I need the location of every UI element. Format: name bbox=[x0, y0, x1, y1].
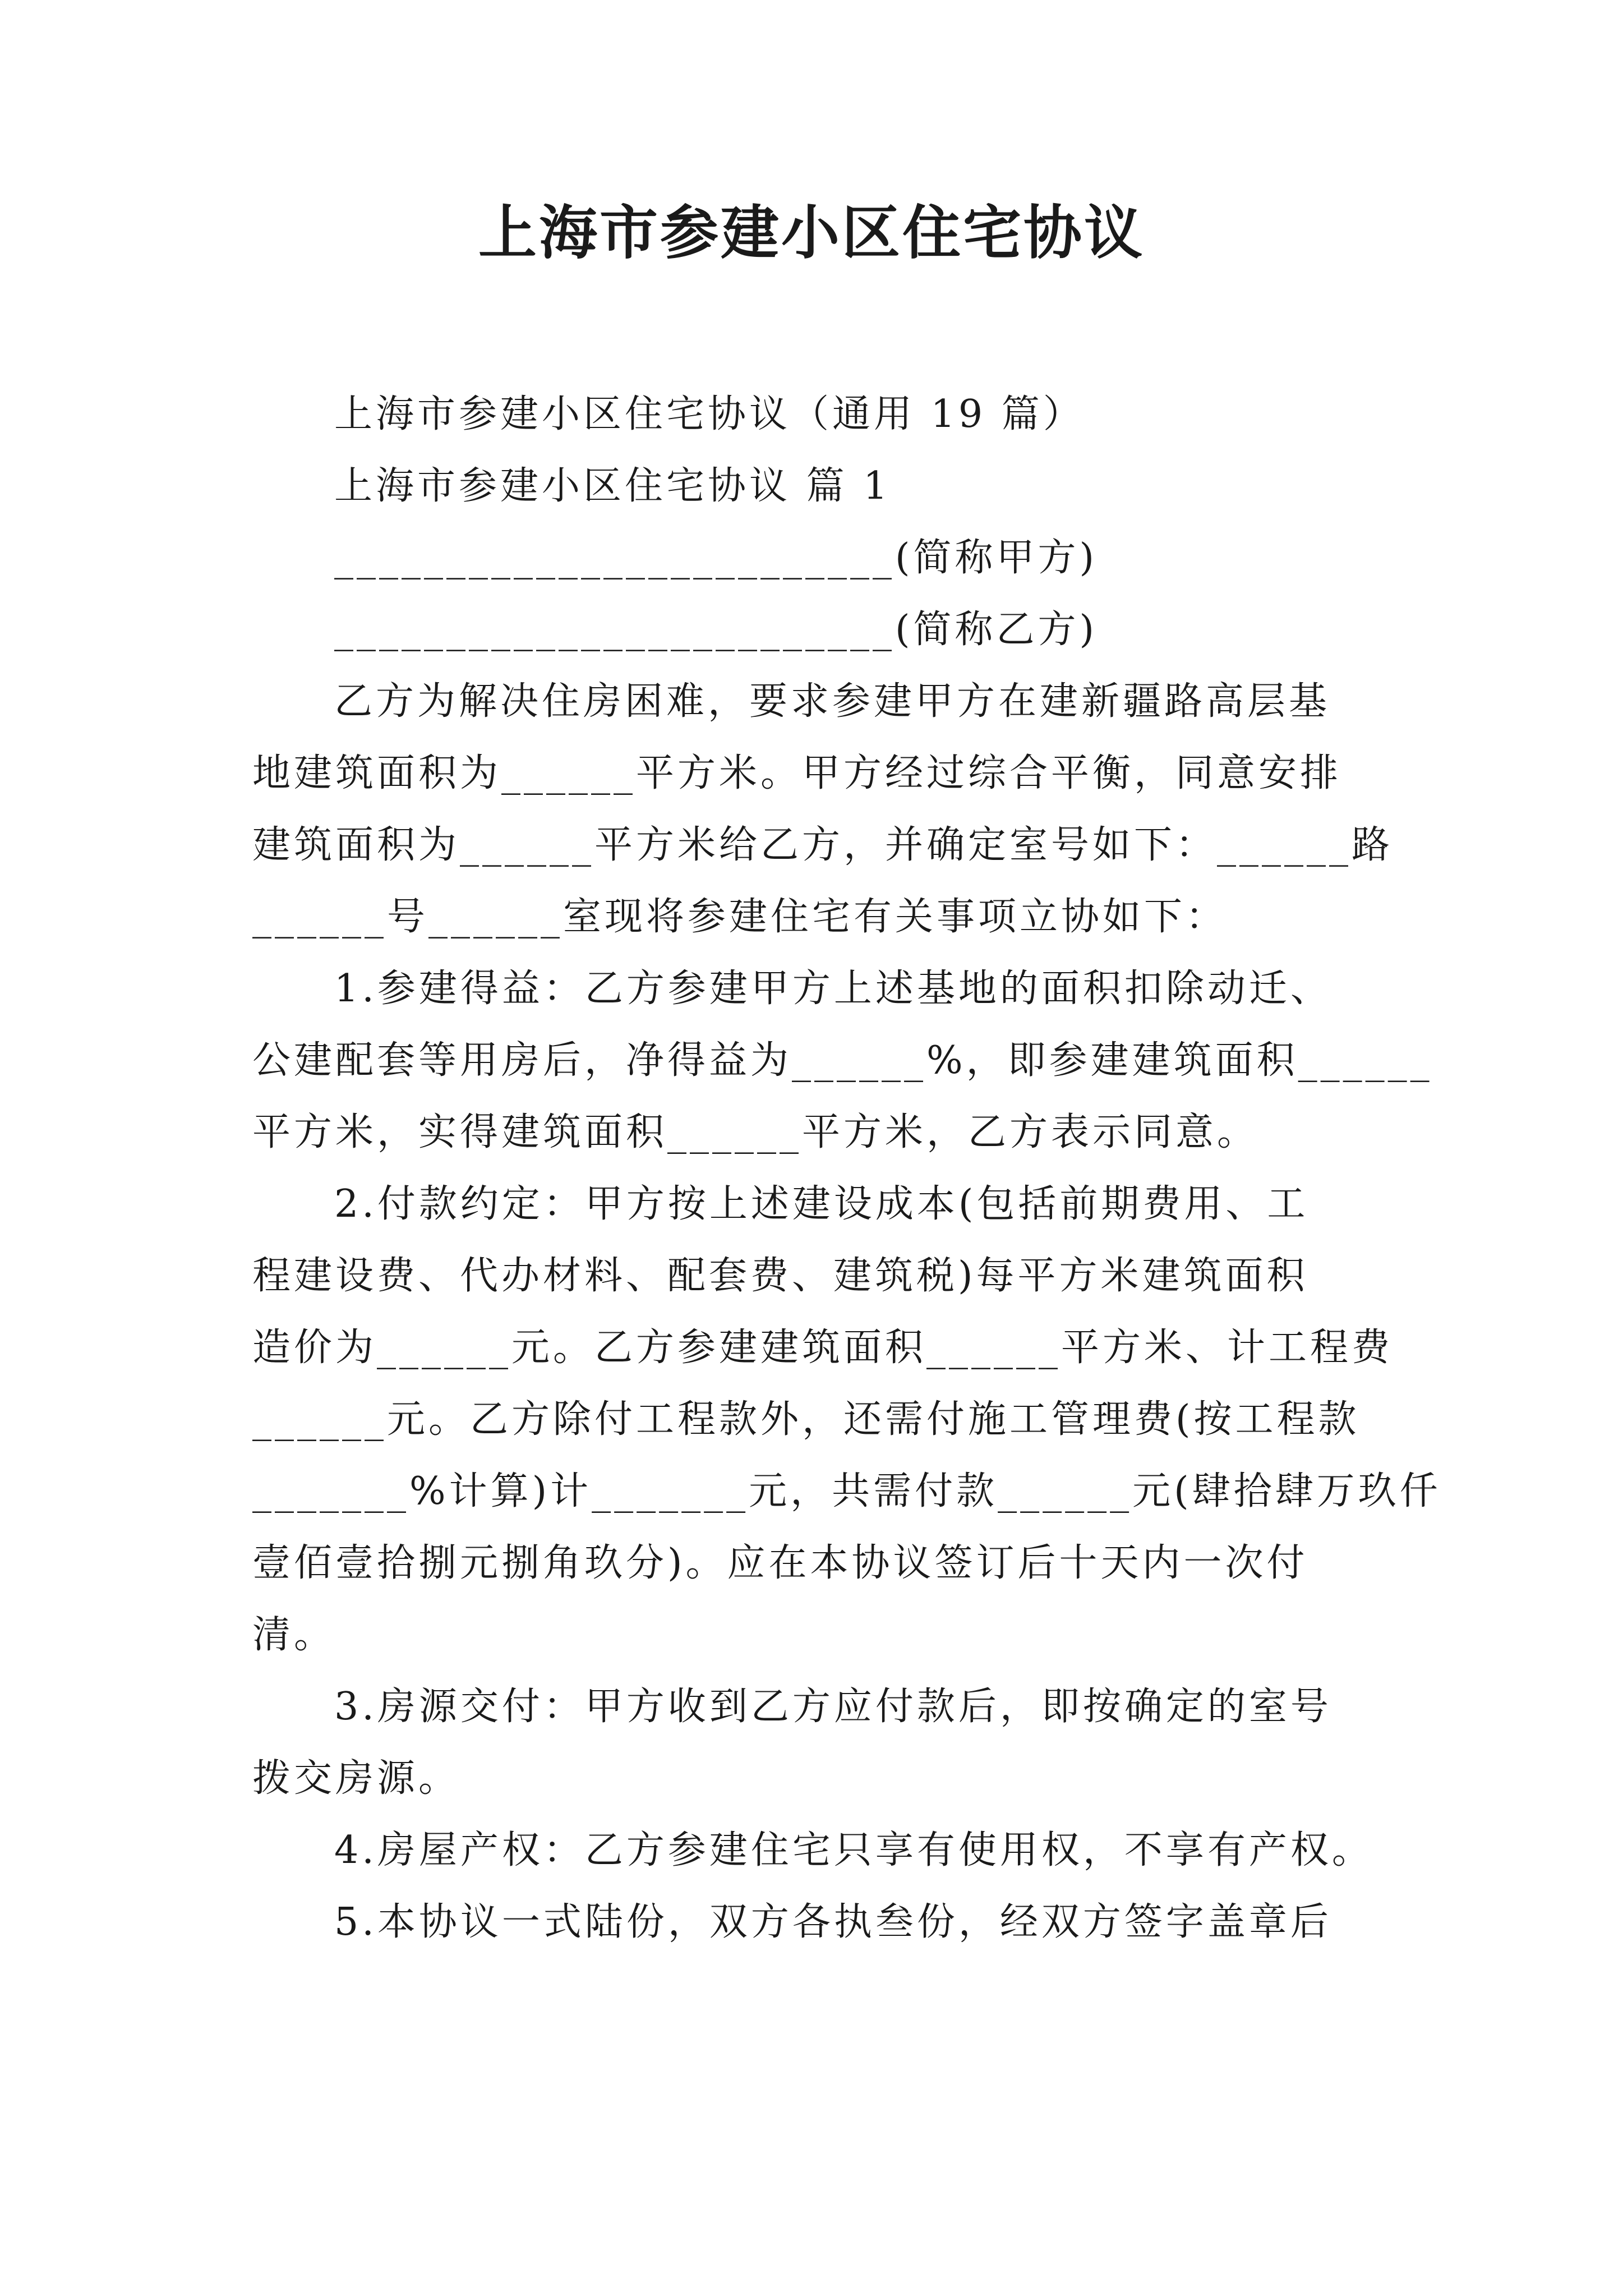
party-b-line: _________________________(简称乙方) bbox=[334, 608, 1098, 652]
text-line: 1.参建得益：乙方参建甲方上述基地的面积扣除动迁、 bbox=[334, 967, 1332, 1011]
text-line: ______元。乙方除付工程款外，还需付施工管理费(按工程款 bbox=[252, 1397, 1360, 1442]
text-line: 拨交房源。 bbox=[252, 1756, 460, 1801]
text-line: 5.本协议一式陆份，双方各执叁份，经双方签字盖章后 bbox=[334, 1900, 1332, 1944]
text-line: 4.房屋产权：乙方参建住宅只享有使用权，不享有产权。 bbox=[334, 1828, 1373, 1872]
text-line: _______%计算)计_______元，共需付款______元(肆拾肆万玖仟 bbox=[252, 1469, 1441, 1513]
text-line: 造价为______元。乙方参建建筑面积______平方米、计工程费 bbox=[252, 1326, 1394, 1370]
text-line: 公建配套等用房后，净得益为______%，即参建建筑面积______ bbox=[252, 1038, 1433, 1083]
text-line: 清。 bbox=[252, 1613, 336, 1657]
text-line: 地建筑面积为______平方米。甲方经过综合平衡，同意安排 bbox=[252, 751, 1342, 795]
text-line: 平方米，实得建筑面积______平方米，乙方表示同意。 bbox=[252, 1110, 1259, 1154]
document-body bbox=[252, 379, 1441, 1958]
text-line: 乙方为解决住房困难，要求参建甲方在建新疆路高层基 bbox=[334, 679, 1331, 724]
party-a-line: _________________________(简称甲方) bbox=[334, 536, 1098, 580]
text-line: 程建设费、代办材料、配套费、建筑税)每平方米建筑面积 bbox=[252, 1254, 1308, 1298]
section-heading: 上海市参建小区住宅协议 篇 1 bbox=[334, 464, 891, 508]
text-line: 壹佰壹拾捌元捌角玖分)。应在本协议签订后十天内一次付 bbox=[252, 1541, 1308, 1585]
document-title: 上海市参建小区住宅协议 bbox=[478, 198, 1145, 267]
text-line: 2.付款约定：甲方按上述建设成本(包括前期费用、工 bbox=[334, 1182, 1309, 1226]
text-line: 3.房源交付：甲方收到乙方应付款后，即按确定的室号 bbox=[334, 1685, 1332, 1729]
text-line: 建筑面积为______平方米给乙方，并确定室号如下：______路 bbox=[252, 823, 1394, 867]
text-line: ______号______室现将参建住宅有关事项立协如下： bbox=[252, 895, 1228, 939]
subtitle-line: 上海市参建小区住宅协议（通用 19 篇） bbox=[334, 392, 1085, 436]
